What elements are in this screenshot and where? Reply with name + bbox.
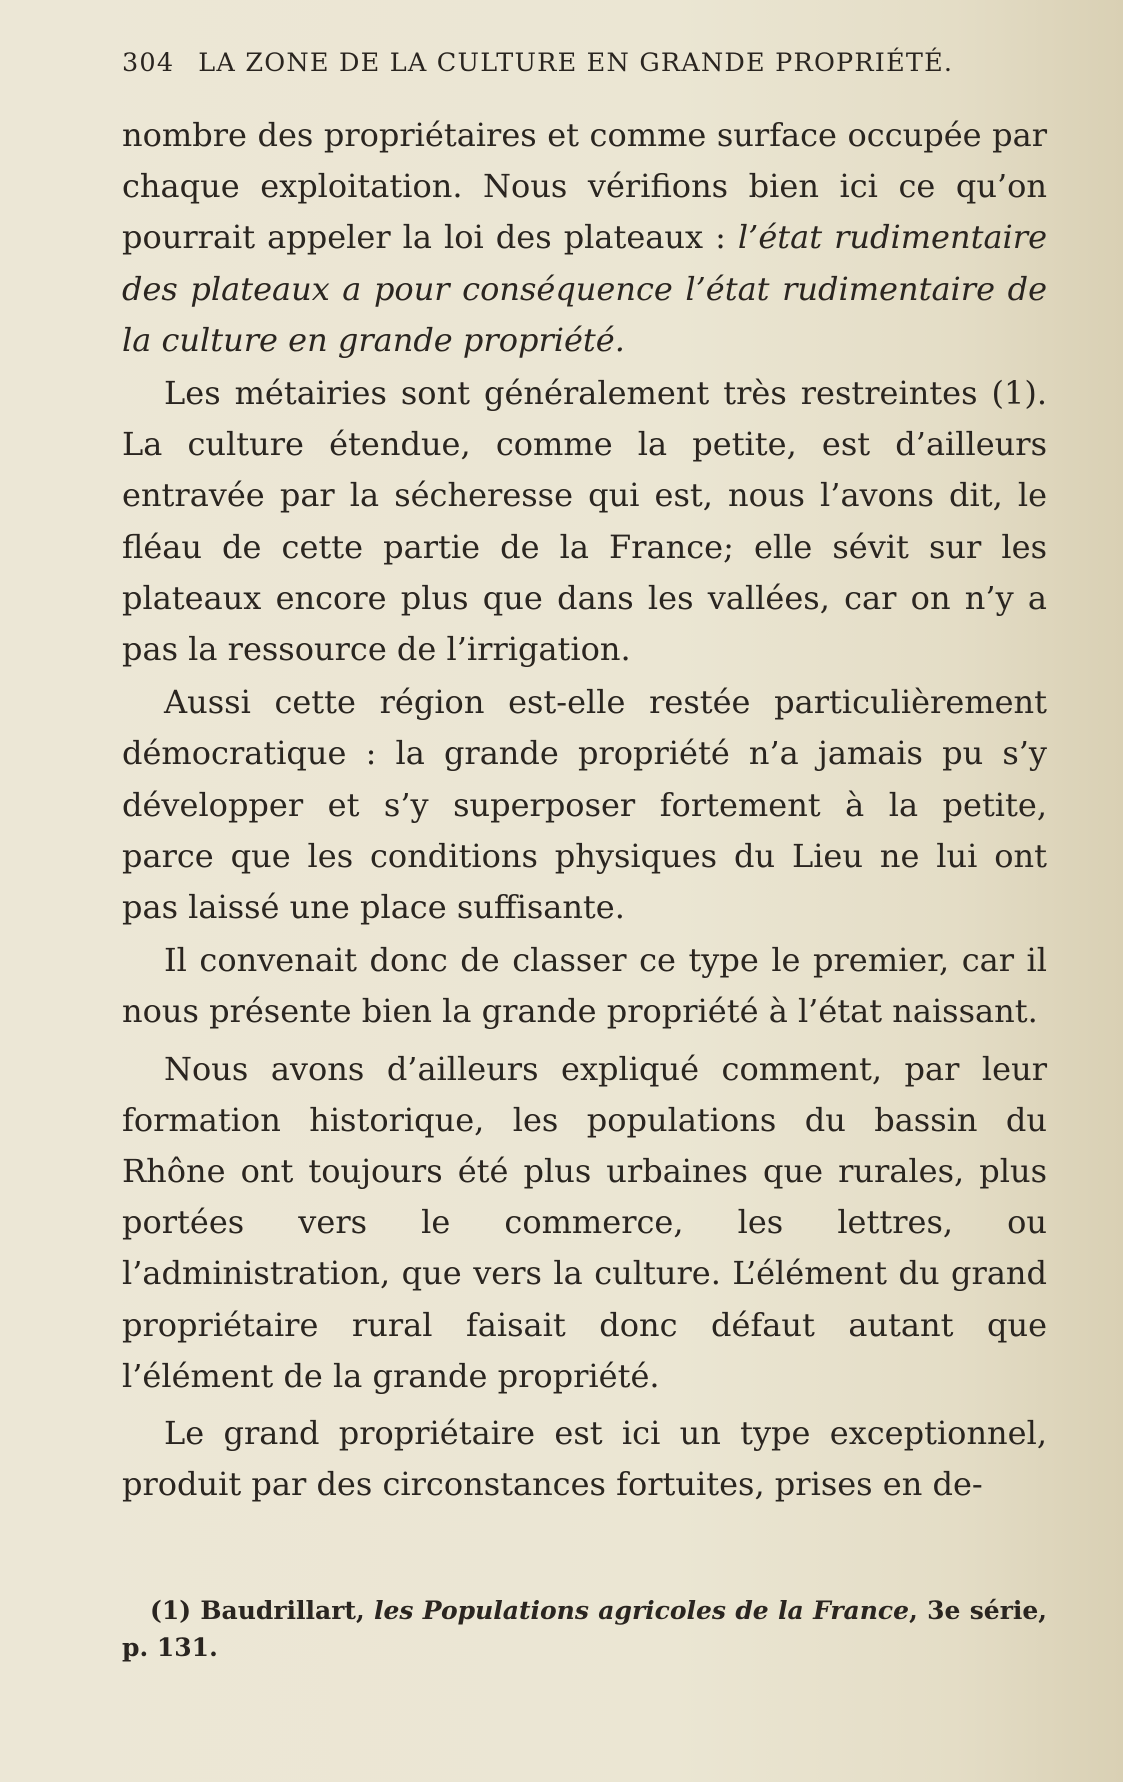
footnote-marker: (1) Baudrillart,: [150, 1596, 374, 1625]
paragraph-2: Les métairies sont généralement très restreintes (1). La culture étendue, comme la petite, est d’ailleurs entravée par la sécheresse qui est, nous l’avons dit, le fléau de cette partie de la France; elle sévit sur les plateaux encore plus que dans les vallées, car on n’y a pas la ressource de l’irrigation.: [122, 374, 1047, 669]
paragraph-1-italic: l’état rudimentaire des plateaux a pour conséquence l’état rudimentaire de la culture en grande propriété.: [122, 218, 1048, 359]
body-text: [122, 110, 1047, 1510]
paragraph-6: Le grand propriétaire est ici un type exceptionnel, produit par des circonstances fortuites, prises en de-: [122, 1414, 1047, 1504]
footnotes: [122, 1592, 1047, 1666]
paragraph-1: [122, 110, 1047, 366]
paragraph-4: Il convenait donc de classer ce type le premier, car il nous présente bien la grande propriété à l’état naissant.: [122, 941, 1047, 1031]
footnote-1: [122, 1592, 1047, 1666]
footnote-title: les Populations agricoles de la France: [374, 1596, 910, 1625]
page: [122, 48, 1047, 1510]
paragraph-5: Nous avons d’ailleurs expliqué comment, par leur formation historique, les populations du bassin du Rhône ont toujours été plus urbaines que rurales, plus portées vers le commerce, les lettres, ou l’administration, que vers la culture. L’élément du grand propriétaire rural faisait donc défaut autant que l’élément de la grande propriété.: [122, 1049, 1047, 1395]
paragraph-3: Aussi cette région est-elle restée particulièrement démocratique : la grande propriété n’a jamais pu s’y développer et s’y superposer fortement à la petite, parce que les conditions physiques du Lieu ne lui ont pas laissé une place suffisante.: [122, 683, 1047, 927]
footnote-rest: , 3e série, p. 131.: [122, 1596, 1047, 1662]
running-title: LA ZONE DE LA CULTURE EN GRANDE PROPRIÉTÉ.: [198, 48, 954, 78]
running-head: [122, 48, 1047, 88]
page-number: 304: [122, 48, 175, 78]
paragraph-1-text: nombre des propriétaires et comme surface occupée par chaque exploitation. Nous vérifions bien ici ce qu’on pourrait appeler la loi des plateaux :: [122, 116, 1047, 257]
